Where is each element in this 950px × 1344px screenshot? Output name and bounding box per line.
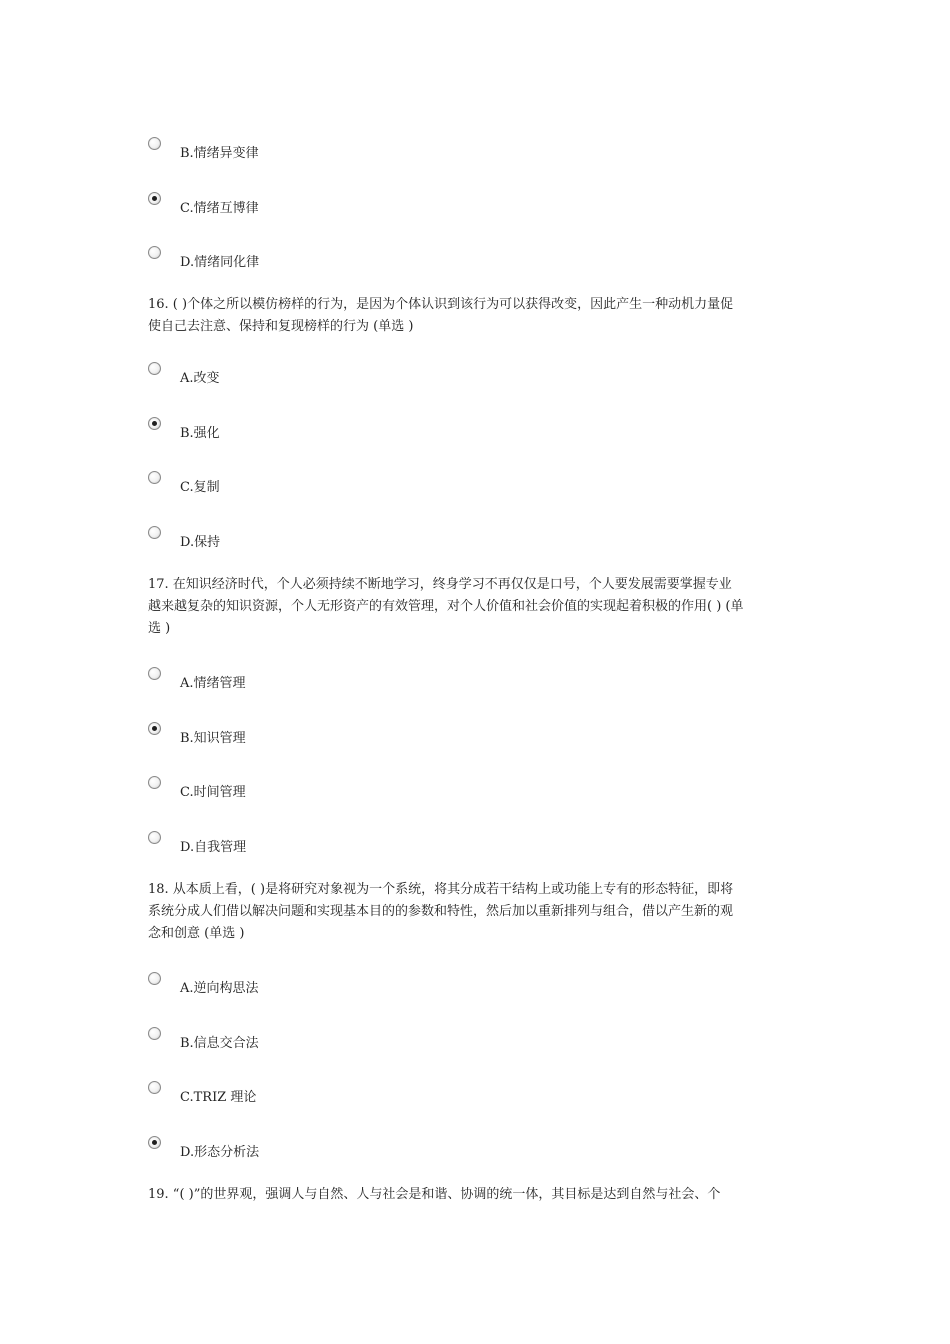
radio-button[interactable]: [148, 831, 161, 844]
question-line: 16. ( )个体之所以模仿榜样的行为，是因为个体认识到该行为可以获得改变，因此产生一种动机力量促: [148, 297, 734, 312]
question-line: 越来越复杂的知识资源，个人无形资产的有效管理，对个人价值和社会价值的实现起着积极的作用( ) (单: [148, 599, 744, 614]
q18-option-d[interactable]: [148, 1136, 548, 1176]
question-19-text: [148, 1184, 808, 1206]
question-line: 选 ): [148, 621, 171, 636]
radio-button[interactable]: [148, 1136, 161, 1149]
option-label: A.改变: [180, 371, 220, 386]
option-label: B.知识管理: [180, 731, 246, 746]
question-line: 系统分成人们借以解决问题和实现基本目的的参数和特性，然后加以重新排列与组合，借以产生新的观: [148, 904, 734, 919]
radio-button[interactable]: [148, 1027, 161, 1040]
radio-button[interactable]: [148, 137, 161, 150]
option-label: C.复制: [180, 480, 220, 495]
q17-option-d[interactable]: [148, 831, 548, 871]
radio-button[interactable]: [148, 246, 161, 259]
q17-option-c[interactable]: [148, 776, 548, 816]
radio-button[interactable]: [148, 192, 161, 205]
option-label: A.情绪管理: [180, 676, 246, 691]
question-line: 19. “( )”的世界观，强调人与自然、人与社会是和谐、协调的统一体，其目标是达到自然与社会、个: [148, 1187, 721, 1202]
radio-button[interactable]: [148, 667, 161, 680]
question-16-text: [148, 294, 808, 338]
question-18-text: [148, 879, 808, 945]
question-17-text: [148, 574, 808, 640]
q16-option-c[interactable]: [148, 471, 548, 511]
radio-button[interactable]: [148, 417, 161, 430]
question-line: 使自己去注意、保持和复现榜样的行为 (单选 ): [148, 319, 414, 334]
radio-button[interactable]: [148, 526, 161, 539]
option-label: C.时间管理: [180, 785, 246, 800]
option-label: D.情绪同化律: [180, 255, 260, 270]
q16-option-a[interactable]: [148, 362, 548, 402]
option-label: D.形态分析法: [180, 1145, 260, 1160]
question-line: 17. 在知识经济时代，个人必须持续不断地学习，终身学习不再仅仅是口号，个人要发展需要掌握专业: [148, 577, 732, 592]
option-label: D.保持: [180, 535, 221, 550]
q18-option-c[interactable]: [148, 1081, 548, 1121]
q16-option-d[interactable]: [148, 526, 548, 566]
q18-option-a[interactable]: [148, 972, 548, 1012]
option-label: C.情绪互博律: [180, 201, 259, 216]
radio-button[interactable]: [148, 776, 161, 789]
radio-button[interactable]: [148, 1081, 161, 1094]
radio-button[interactable]: [148, 722, 161, 735]
q18-option-b[interactable]: [148, 1027, 548, 1067]
question-line: 念和创意 (单选 ): [148, 926, 245, 941]
question-line: 18. 从本质上看，( )是将研究对象视为一个系统，将其分成若干结构上或功能上专有的形态特征，即将: [148, 882, 734, 897]
radio-button[interactable]: [148, 471, 161, 484]
option-label: B.情绪异变律: [180, 146, 259, 161]
q17-option-b[interactable]: [148, 722, 548, 762]
option-label: B.强化: [180, 426, 220, 441]
option-label: B.信息交合法: [180, 1036, 259, 1051]
q17-option-a[interactable]: [148, 667, 548, 707]
radio-button[interactable]: [148, 972, 161, 985]
radio-button[interactable]: [148, 362, 161, 375]
q15-option-b[interactable]: [148, 137, 548, 177]
q15-option-d[interactable]: [148, 246, 548, 286]
q15-option-c[interactable]: [148, 192, 548, 232]
option-label: A.逆向构思法: [180, 981, 259, 996]
option-label: D.自我管理: [180, 840, 247, 855]
q16-option-b[interactable]: [148, 417, 548, 457]
option-label: C.TRIZ 理论: [180, 1090, 257, 1105]
